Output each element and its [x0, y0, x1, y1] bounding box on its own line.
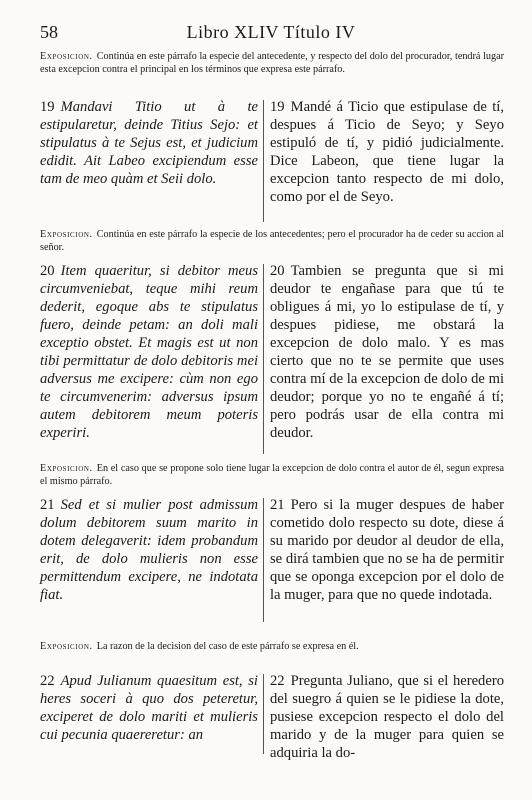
exposicion-20 — [40, 228, 504, 254]
exposicion-22 — [40, 640, 504, 653]
latin-text: Apud Julianum quaesitum est, si heres soceri à quo dos peteretur, exciperet de dolo mariti et mulieris cui pecunia quaereretur: an — [40, 673, 258, 743]
latin-text: Sed et si mulier post admissum dolum debitorem suum marito in dotem delegaverit: idem probandum erit, de dolo mulieris non esse permittendum excipere, ne indotata fiat. — [40, 497, 258, 603]
exposicion-lead: Exposicion. — [40, 229, 93, 240]
spanish-paragraph-21 — [270, 496, 504, 604]
column-divider — [263, 674, 264, 754]
latin-paragraph-21 — [40, 496, 258, 604]
spanish-text: Mandé á Ticio que estipulase de tí, despues á Ticio de Seyo; y Seyo estipuló de tí, y pidió judicialmente. Dice Labeon, que tiene lugar la excepcion tanto respecto de mi dolo, como por el de Seyo. — [270, 99, 504, 205]
exposicion-lead: Exposicion. — [40, 51, 93, 62]
latin-text: Mandavi Titio ut à te estipularetur, deinde Titius Sejo: et stipulatus à te Sejus est, et judicium edidit. Ait Labeo excipiendum esse tam de meo quàm et Seii dolo. — [40, 99, 258, 187]
spanish-paragraph-20 — [270, 262, 504, 442]
spanish-text: Pregunta Juliano, que si el heredero del suegro á quien se le pidiese la dote, pusiese excepcion respecto el dolo del marido y de la muger para quien se adquiria la do- — [270, 673, 504, 761]
column-divider — [263, 498, 264, 622]
paragraph-number: 20 — [40, 263, 55, 279]
page-number: 58 — [40, 22, 58, 42]
paragraph-number: 19 — [270, 99, 285, 115]
exposicion-text: En el caso que se propone solo tiene lugar la excepcion de dolo contra el autor de él, segun expresa el mismo párrafo. — [40, 463, 504, 487]
exposicion-text: La razon de la decision del caso de este párrafo se expresa en él. — [96, 641, 359, 652]
paragraph-number: 19 — [40, 99, 55, 115]
exposicion-lead: Exposicion. — [40, 463, 93, 474]
paragraph-number: 21 — [270, 497, 285, 513]
page-header — [40, 22, 502, 48]
running-title: Libro XLIV Título IV — [186, 22, 356, 42]
column-divider — [263, 264, 264, 454]
latin-paragraph-22 — [40, 672, 258, 744]
latin-paragraph-20 — [40, 262, 258, 442]
paragraph-number: 21 — [40, 497, 55, 513]
spanish-text: Pero si la muger despues de haber cometido dolo respecto su dote, diese á su marido por deudor al deudor de ella, se dirá tambien que no se ha de permitir que se oponga excepcion por el dolo de la muger, para que no quede indotada. — [270, 497, 504, 603]
exposicion-text: Continúa en este párrafo la especie de los antecedentes; pero el procurador ha de ceder su accion al señor. — [40, 229, 504, 253]
spanish-text: Tambien se pregunta que si mi deudor te engañase para que tú te obligues á mi, yo lo estipulase de tí, y despues pidiese, me obstará la excepcion de dolo malo. Y es mas cierto que no te se permite que uses contra mí de la excepcion de dolo de mi deudor; porque yo no te engañé á tí; pero podrás usar de ella contra mi deudor. — [270, 263, 504, 441]
column-divider — [263, 100, 264, 222]
exposicion-lead: Exposicion. — [40, 641, 93, 652]
paragraph-number: 20 — [270, 263, 285, 279]
spanish-paragraph-19 — [270, 98, 504, 206]
spanish-paragraph-22 — [270, 672, 504, 762]
paragraph-number: 22 — [270, 673, 285, 689]
exposicion-text: Continúa en este párrafo la especie del antecedente, y respecto del dolo del procurador, tendrá lugar esta excepcion contra el principal en los términos que expresa este párrafo. — [40, 51, 504, 75]
paragraph-number: 22 — [40, 673, 55, 689]
exposicion-19 — [40, 50, 504, 76]
exposicion-21 — [40, 462, 504, 488]
latin-text: Item quaeritur, si debitor meus circumveniebat, teque mihi reum dederit, egoque abs te stipulatus fuero, deinde petam: an doli mali exceptio obstet. Et magis est ut non tibi permittatur de dolo debitoris mei adversus me excipere: cùm non ego te circumvenerim: adversus ipsum autem debitorem meum poteris experiri. — [40, 263, 258, 441]
latin-paragraph-19 — [40, 98, 258, 188]
